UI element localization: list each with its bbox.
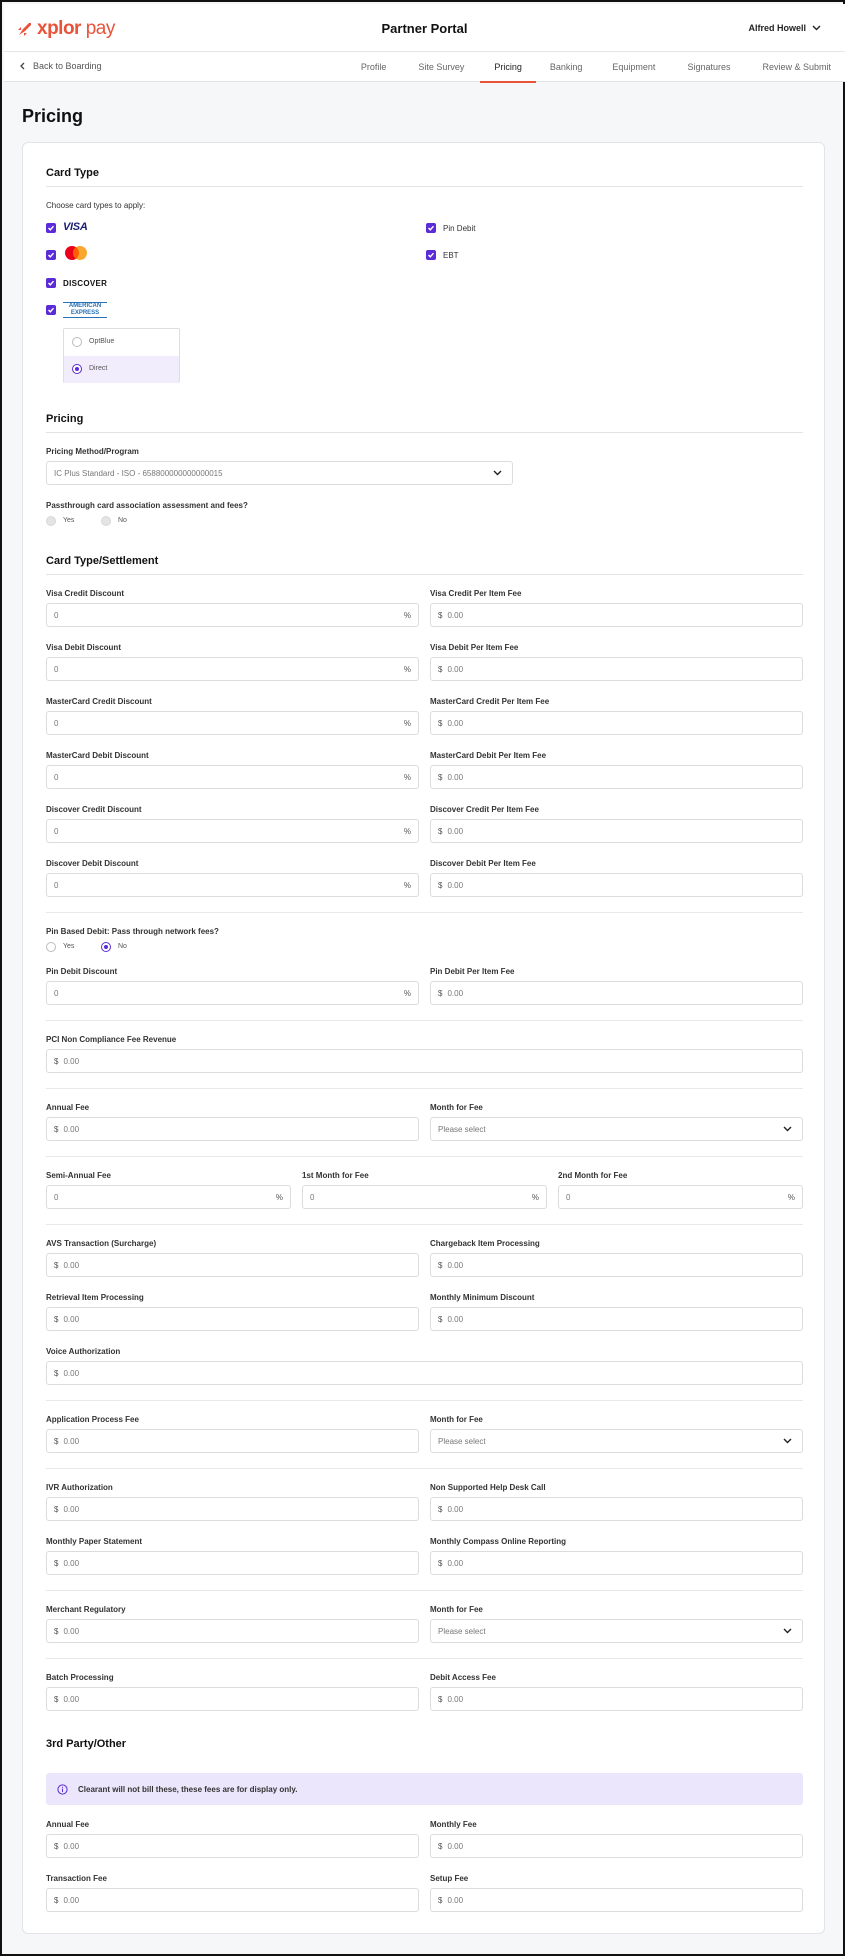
tab-equipment[interactable]: Equipment (612, 62, 656, 72)
pin-passthrough-yes-label: Yes (63, 943, 75, 950)
tab-signatures[interactable]: Signatures (687, 62, 731, 72)
chevron-down-icon (812, 25, 821, 31)
check-icon (47, 279, 55, 287)
regulatory-month-for-fee-label: Month for Fee (430, 1605, 483, 1614)
divider (46, 1468, 803, 1469)
passthrough-yes-radio[interactable] (46, 516, 56, 526)
portal-title: Partner Portal (381, 21, 468, 36)
visa-checkbox[interactable] (46, 223, 56, 233)
third-party-transaction-fee-input[interactable]: $ 0.00 (46, 1888, 419, 1912)
pin-debit-per-item-label: Pin Debit Per Item Fee (430, 967, 515, 976)
tab-review-submit[interactable]: Review & Submit (762, 62, 831, 72)
compass-label: Monthly Compass Online Reporting (430, 1537, 567, 1546)
tab-bar (345, 52, 845, 82)
app-process-fee-label: Application Process Fee (46, 1415, 139, 1424)
third-party-section-title: 3rd Party/Other (46, 1738, 127, 1750)
display-only-notice (46, 1773, 803, 1805)
chevron-left-icon (20, 62, 25, 70)
mc-debit-per-item-label: MasterCard Debit Per Item Fee (430, 751, 547, 760)
back-to-boarding-link[interactable] (20, 61, 102, 71)
discover-credit-discount-label: Discover Credit Discount (46, 805, 142, 814)
mastercard-logo (63, 245, 89, 263)
nav-bar (4, 52, 845, 82)
discover-debit-per-item-label: Discover Debit Per Item Fee (430, 859, 536, 868)
notice-text: Clearant will not bill these, these fees are for display only. (78, 1784, 298, 1794)
third-party-setup-fee-input[interactable]: $ 0.00 (430, 1888, 803, 1912)
second-month-input[interactable]: 0 % (558, 1185, 803, 1209)
pci-fee-label: PCI Non Compliance Fee Revenue (46, 1035, 177, 1044)
amex-logo: AMERICAN EXPRESS (63, 302, 107, 318)
mc-credit-discount-input[interactable]: 0 % (46, 711, 419, 735)
batch-processing-label: Batch Processing (46, 1673, 114, 1682)
divider (46, 1020, 803, 1021)
debit-access-fee-label: Debit Access Fee (430, 1673, 496, 1682)
card-type-title: Card Type (46, 167, 99, 179)
first-month-label: 1st Month for Fee (302, 1171, 369, 1180)
check-icon (47, 251, 55, 259)
passthrough-label: Passthrough card association assessment and fees? (46, 501, 248, 510)
tab-site-survey[interactable]: Site Survey (418, 62, 465, 72)
semi-annual-fee-input[interactable]: 0 % (46, 1185, 291, 1209)
monthly-minimum-input[interactable]: $ 0.00 (430, 1307, 803, 1331)
ivr-label: IVR Authorization (46, 1483, 113, 1492)
semi-annual-fee-label: Semi-Annual Fee (46, 1171, 111, 1180)
visa-credit-discount-input[interactable]: 0 % (46, 603, 419, 627)
merchant-regulatory-input[interactable]: $ 0.00 (46, 1619, 419, 1643)
visa-credit-discount-label: Visa Credit Discount (46, 589, 125, 598)
discover-logo: DISCOVER (63, 279, 108, 288)
logo-text: xplor pay (37, 18, 115, 39)
check-icon (427, 224, 435, 232)
direct-label: Direct (89, 365, 108, 372)
divider (46, 1224, 803, 1225)
pricing-section-title: Pricing (46, 413, 84, 425)
retrieval-label: Retrieval Item Processing (46, 1293, 144, 1302)
ebt-checkbox[interactable] (426, 250, 436, 260)
chevron-down-icon (783, 1436, 792, 1446)
mc-debit-per-item-input[interactable]: $ 0.00 (430, 765, 803, 789)
visa-debit-discount-label: Visa Debit Discount (46, 643, 121, 652)
divider (46, 1400, 803, 1401)
annual-month-for-fee-label: Month for Fee (430, 1103, 483, 1112)
third-party-monthly-fee-input[interactable]: $ 0.00 (430, 1834, 803, 1858)
merchant-regulatory-label: Merchant Regulatory (46, 1605, 126, 1614)
direct-radio[interactable] (72, 364, 82, 374)
section-divider (46, 432, 803, 433)
section-divider (46, 186, 803, 187)
pin-passthrough-no-label: No (118, 943, 127, 950)
mastercard-checkbox[interactable] (46, 250, 56, 260)
passthrough-yes-label: Yes (63, 517, 75, 524)
chevron-down-icon (783, 1124, 792, 1134)
second-month-label: 2nd Month for Fee (558, 1171, 628, 1180)
discover-credit-per-item-input[interactable]: $ 0.00 (430, 819, 803, 843)
third-party-monthly-fee-label: Monthly Fee (430, 1820, 477, 1829)
ivr-input[interactable]: $ 0.00 (46, 1497, 419, 1521)
top-bar (4, 4, 845, 52)
debit-access-fee-input[interactable]: $ 0.00 (430, 1687, 803, 1711)
pin-debit-discount-label: Pin Debit Discount (46, 967, 118, 976)
info-icon (57, 1784, 68, 1795)
pricing-method-label: Pricing Method/Program (46, 447, 139, 456)
pin-passthrough-yes-radio[interactable] (46, 942, 56, 952)
mc-debit-discount-input[interactable]: 0 % (46, 765, 419, 789)
app-month-select[interactable]: Please select (430, 1429, 803, 1453)
annual-month-select[interactable]: Please select (430, 1117, 803, 1141)
page-title: Pricing (22, 106, 84, 126)
third-party-annual-fee-label: Annual Fee (46, 1820, 90, 1829)
batch-processing-input[interactable]: $ 0.00 (46, 1687, 419, 1711)
chevron-down-icon (783, 1626, 792, 1636)
visa-credit-per-item-label: Visa Credit Per Item Fee (430, 589, 522, 598)
optblue-label: OptBlue (89, 338, 115, 345)
divider (46, 912, 803, 913)
annual-fee-label: Annual Fee (46, 1103, 90, 1112)
divider (46, 1088, 803, 1089)
retrieval-input[interactable]: $ 0.00 (46, 1307, 419, 1331)
mc-credit-discount-label: MasterCard Credit Discount (46, 697, 152, 706)
visa-debit-per-item-label: Visa Debit Per Item Fee (430, 643, 519, 652)
visa-logo: VISA (63, 221, 88, 233)
avs-label: AVS Transaction (Surcharge) (46, 1239, 157, 1248)
mc-credit-per-item-input[interactable]: $ 0.00 (430, 711, 803, 735)
visa-debit-per-item-input[interactable]: $ 0.00 (430, 657, 803, 681)
ebt-label: EBT (443, 251, 459, 260)
passthrough-no-radio[interactable] (101, 516, 111, 526)
app-month-for-fee-label: Month for Fee (430, 1415, 483, 1424)
discover-credit-per-item-label: Discover Credit Per Item Fee (430, 805, 539, 814)
amex-checkbox[interactable] (46, 305, 56, 315)
chargeback-label: Chargeback Item Processing (430, 1239, 540, 1248)
pricing-card (22, 142, 825, 1934)
compass-input[interactable]: $ 0.00 (430, 1551, 803, 1575)
tab-banking[interactable]: Banking (549, 62, 583, 72)
annual-fee-input[interactable]: $ 0.00 (46, 1117, 419, 1141)
back-label: Back to Boarding (33, 61, 102, 71)
discover-debit-discount-label: Discover Debit Discount (46, 859, 139, 868)
user-name: Alfred Howell (748, 23, 806, 33)
third-party-annual-fee-input[interactable]: $ 0.00 (46, 1834, 419, 1858)
paper-statement-label: Monthly Paper Statement (46, 1537, 143, 1546)
tab-profile[interactable]: Profile (360, 62, 387, 72)
chargeback-input[interactable]: $ 0.00 (430, 1253, 803, 1277)
check-icon (427, 251, 435, 259)
mc-debit-discount-label: MasterCard Debit Discount (46, 751, 149, 760)
discover-debit-discount-input[interactable]: 0 % (46, 873, 419, 897)
pricing-method-select[interactable]: IC Plus Standard - ISO - 658800000000000015 (46, 461, 513, 485)
non-supported-label: Non Supported Help Desk Call (430, 1483, 546, 1492)
discover-debit-per-item-input[interactable]: $ 0.00 (430, 873, 803, 897)
pin-passthrough-label: Pin Based Debit: Pass through network fees? (46, 927, 219, 936)
check-icon (47, 224, 55, 232)
pin-debit-discount-input[interactable]: 0 % (46, 981, 419, 1005)
chevron-down-icon (493, 468, 502, 478)
divider (46, 1156, 803, 1157)
first-month-input[interactable]: 0 % (302, 1185, 547, 1209)
voice-auth-input[interactable]: $ 0.00 (46, 1361, 803, 1385)
discover-checkbox[interactable] (46, 278, 56, 288)
visa-debit-discount-input[interactable]: 0 % (46, 657, 419, 681)
tab-pricing[interactable]: Pricing (480, 52, 536, 82)
amex-program-options (63, 328, 180, 383)
section-divider (46, 574, 803, 575)
choose-card-types-label: Choose card types to apply: (46, 201, 146, 210)
regulatory-month-select[interactable]: Please select (430, 1619, 803, 1643)
settlement-section-title: Card Type/Settlement (46, 555, 159, 567)
paper-statement-input[interactable]: $ 0.00 (46, 1551, 419, 1575)
pci-fee-input[interactable]: $ 0.00 (46, 1049, 803, 1073)
avs-input[interactable]: $ 0.00 (46, 1253, 419, 1277)
passthrough-no-label: No (118, 517, 127, 524)
pin-debit-checkbox[interactable] (426, 223, 436, 233)
check-icon (47, 306, 55, 314)
optblue-radio[interactable] (72, 337, 82, 347)
third-party-transaction-fee-label: Transaction Fee (46, 1874, 107, 1883)
discover-credit-discount-input[interactable]: 0 % (46, 819, 419, 843)
divider (46, 1590, 803, 1591)
pin-passthrough-no-radio[interactable] (101, 942, 111, 952)
divider (46, 1658, 803, 1659)
visa-credit-per-item-input[interactable]: $ 0.00 (430, 603, 803, 627)
non-supported-input[interactable]: $ 0.00 (430, 1497, 803, 1521)
mc-credit-per-item-label: MasterCard Credit Per Item Fee (430, 697, 550, 706)
pin-debit-per-item-input[interactable]: $ 0.00 (430, 981, 803, 1005)
pin-debit-label: Pin Debit (443, 224, 476, 233)
amex-option-optblue[interactable] (64, 329, 179, 356)
mastercard-icon (63, 245, 89, 261)
voice-auth-label: Voice Authorization (46, 1347, 121, 1356)
amex-option-direct[interactable] (64, 356, 179, 383)
app-process-fee-input[interactable]: $ 0.00 (46, 1429, 419, 1453)
third-party-setup-fee-label: Setup Fee (430, 1874, 469, 1883)
monthly-minimum-label: Monthly Minimum Discount (430, 1293, 535, 1302)
user-menu[interactable] (748, 23, 821, 33)
